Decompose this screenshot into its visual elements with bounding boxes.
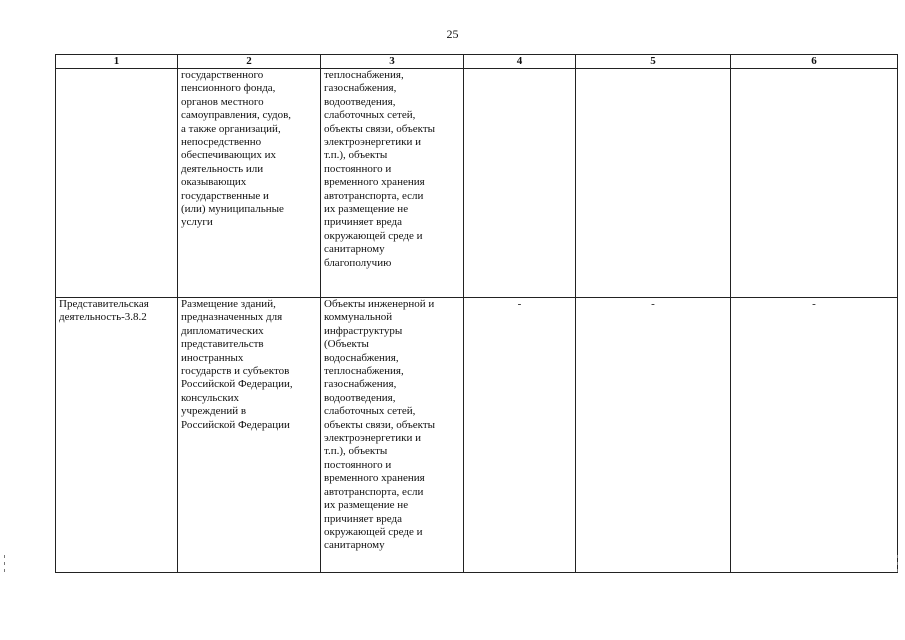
cell-text-line: оказывающих: [181, 176, 247, 189]
cell-text-line: их размещение не: [324, 499, 409, 512]
cell-text-line: теплоснабжения,: [324, 69, 404, 81]
cell-text-line: коммунальной: [324, 311, 393, 324]
table-row: [56, 69, 898, 298]
cell-text-line: Российской Федерации,: [181, 378, 293, 391]
cell-text-line: учреждений в: [181, 405, 247, 418]
cell-text-line: представительств: [181, 338, 264, 351]
cell-text-line: газоснабжения,: [324, 82, 397, 95]
column-header-3: 3: [321, 55, 464, 69]
cell-text-line: электроэнергетики и: [324, 432, 421, 445]
scan-edge-marks-left: [4, 555, 6, 576]
table-row: [56, 298, 898, 573]
cell-text-line: деятельность-3.8.2: [59, 311, 147, 324]
column-header-4: 4: [464, 55, 576, 69]
cell-text-line: причиняет вреда: [324, 216, 402, 229]
cell-text-line: услуги: [181, 216, 213, 229]
cell-text-line: временного хранения: [324, 176, 425, 189]
cell-text-line: непосредственно: [181, 136, 262, 149]
cell-text-line: водоснабжения,: [324, 351, 399, 364]
cell-text-line: санитарному: [324, 539, 385, 552]
cell-text-line: водоотведения,: [324, 391, 396, 404]
regulations-table: [55, 54, 898, 573]
cell-text-line: Российской Федерации: [181, 418, 290, 431]
header-row: [56, 55, 898, 69]
cell-text-line: их размещение не: [324, 203, 409, 216]
cell-text-line: окружающей среде и: [324, 229, 423, 242]
cell-text-line: государств и субъектов: [181, 365, 290, 378]
cell-text-line: газоснабжения,: [324, 378, 397, 391]
cell-text-line: автотранспорта, если: [324, 485, 424, 498]
column-header-6: 6: [731, 55, 898, 69]
cell-text-line: Размещение зданий,: [181, 298, 276, 310]
cell-land-use-type: [56, 298, 178, 573]
cell-text-line: т.п.), объекты: [324, 149, 388, 162]
cell-text-line: (или) муниципальные: [181, 203, 284, 216]
cell-text-line: постоянного и: [324, 162, 392, 175]
cell-col4: -: [464, 298, 576, 573]
cell-text-line: водоотведения,: [324, 95, 396, 108]
column-header-1: 1: [56, 55, 178, 69]
cell-text-line: т.п.), объекты: [324, 445, 388, 458]
cell-auxiliary-uses: [321, 298, 464, 573]
cell-text-line: слаботочных сетей,: [324, 109, 416, 122]
cell-text-line: предназначенных для: [181, 311, 283, 324]
cell-text-line: санитарному: [324, 243, 385, 256]
cell-col6: [731, 69, 898, 298]
cell-description: [178, 298, 321, 573]
cell-text-line: благополучию: [324, 256, 392, 269]
cell-text-line: Объекты инженерной и: [324, 298, 435, 310]
cell-text-line: органов местного: [181, 95, 264, 108]
cell-text-line: иностранных: [181, 351, 244, 364]
cell-text-line: окружающей среде и: [324, 525, 423, 538]
scan-edge-marks-right: [897, 555, 899, 576]
cell-text-line: государственного: [181, 69, 264, 81]
cell-col5: [576, 69, 731, 298]
cell-auxiliary-uses: [321, 69, 464, 298]
cell-text-line: пенсионного фонда,: [181, 82, 276, 95]
cell-text-line: обеспечивающих их: [181, 149, 277, 162]
cell-text-line: а также организаций,: [181, 122, 281, 135]
cell-text-line: консульских: [181, 391, 240, 404]
column-header-5: 5: [576, 55, 731, 69]
cell-col4: [464, 69, 576, 298]
cell-text-line: деятельность или: [181, 162, 264, 175]
cell-text-line: слаботочных сетей,: [324, 405, 416, 418]
cell-text-line: временного хранения: [324, 472, 425, 485]
cell-text-line: причиняет вреда: [324, 512, 402, 525]
cell-description: [178, 69, 321, 298]
cell-text-line: электроэнергетики и: [324, 136, 421, 149]
cell-text-line: постоянного и: [324, 458, 392, 471]
cell-text-line: дипломатических: [181, 324, 264, 337]
cell-text-line: (Объекты: [324, 338, 369, 351]
cell-col5: -: [576, 298, 731, 573]
cell-text-line: инфраструктуры: [324, 324, 403, 337]
page-number: 25: [446, 27, 459, 41]
cell-text-line: государственные и: [181, 189, 269, 202]
cell-text-line: Представительская: [59, 298, 149, 310]
column-header-2: 2: [178, 55, 321, 69]
cell-text-line: объекты связи, объекты: [324, 122, 436, 135]
cell-text-line: автотранспорта, если: [324, 189, 424, 202]
cell-land-use-type: [56, 69, 178, 298]
cell-text-line: самоуправления, судов,: [181, 109, 292, 122]
cell-col6: -: [731, 298, 898, 573]
cell-text-line: объекты связи, объекты: [324, 418, 436, 431]
cell-text-line: теплоснабжения,: [324, 365, 404, 378]
